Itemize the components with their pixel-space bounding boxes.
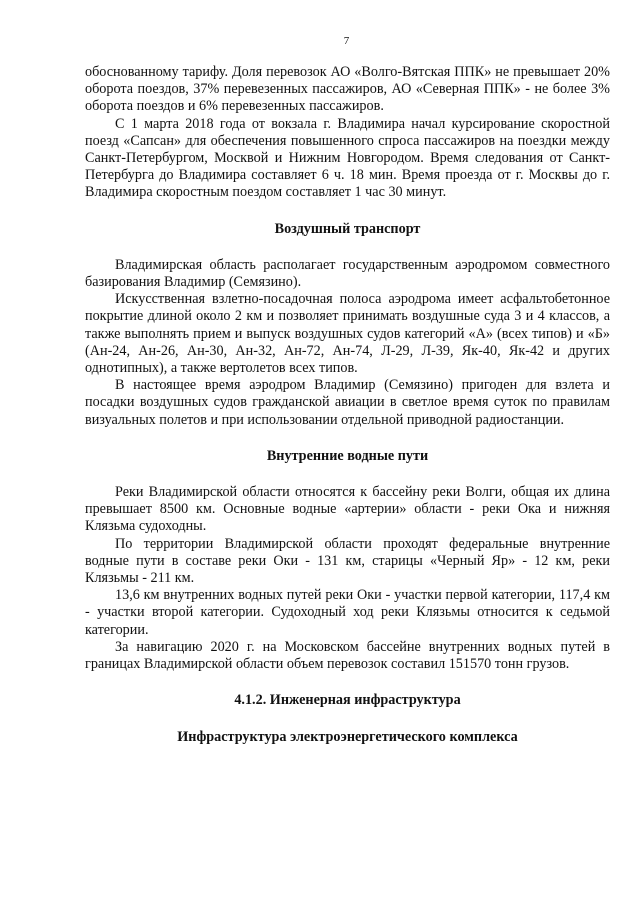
paragraph-water-navigation: За навигацию 2020 г. на Московском бассейне внутренних водных путей в границах Владимирской области объем перевозок составил 151570 тонн грузов. — [85, 638, 610, 673]
paragraph-water-categories: 13,6 км внутренних водных путей реки Оки - участки первой категории, 117,4 км - участки второй категории. Судоходный ход реки Клязьмы относится к седьмой категории. — [85, 587, 610, 638]
paragraph-water-rivers: Реки Владимирской области относятся к бассейну реки Волги, общая их длина превышает 8500 км. Основные водные «артерии» области - реки Ока и нижняя Клязьма судоходны. — [85, 484, 610, 535]
document-page — [85, 34, 610, 746]
paragraph-water-federal: По территории Владимирской области проходят федеральные внутренние водные пути в составе реки Оки - 131 км, старицы «Черный Яр» - 12 км, реки Клязьмы - 211 км. — [85, 535, 610, 587]
paragraph-air-aerodrome: Владимирская область располагает государственным аэродромом совместного базирования Владимир (Семязино). — [85, 256, 610, 291]
page-number: 7 — [343, 35, 350, 47]
heading-air-transport: Воздушный транспорт — [274, 220, 421, 237]
paragraph-air-usage: В настоящее время аэродром Владимир (Семязино) пригоден для взлета и посадки воздушных судов гражданской авиации в светлое время суток по правилам визуальных полетов и при использовании отдельной приводной радиостанции. — [85, 377, 610, 428]
heading-inland-waterways: Внутренние водные пути — [266, 447, 429, 464]
paragraph-sapsan: С 1 марта 2018 года от вокзала г. Владимира начал курсирование скоростной поезд «Сапсан» для обеспечения повышенного спроса пассажиров на поездки между Санкт-Петербургом, Москвой и Нижним Новгородом. Время следования от Санкт-Петербурга до Владимира составляет 6 ч. 18 мин. Время проезда от г. Москвы до г. Владимира скоростным поездом составляет 1 час 30 минут. — [85, 115, 610, 201]
heading-energy-infrastructure: Инфраструктура электроэнергетического комплекса — [177, 728, 518, 745]
heading-engineering-infrastructure: 4.1.2. Инженерная инфраструктура — [234, 692, 461, 709]
paragraph-tariff-share: обоснованному тарифу. Доля перевозок АО «Волго-Вятская ППК» не превышает 20% оборота поездов, 37% перевезенных пассажиров, АО «Северная ППК» - не более 3% оборота поездов и 6% перевезенных пассажиров. — [85, 64, 610, 115]
paragraph-air-runway: Искусственная взлетно-посадочная полоса аэродрома имеет асфальтобетонное покрытие длиной около 2 км и позволяет принимать воздушные суда 3 и 4 классов, а также выполнять прием и выпуск воздушных судов категорий «А» (всех типов) и «Б» (Ан-24, Ан-26, Ан-30, Ан-32, Ан-72, Ан-74, Л-29, Л-39, Як-40, Як-42 и других однотипных), а также вертолетов всех типов. — [85, 291, 610, 377]
